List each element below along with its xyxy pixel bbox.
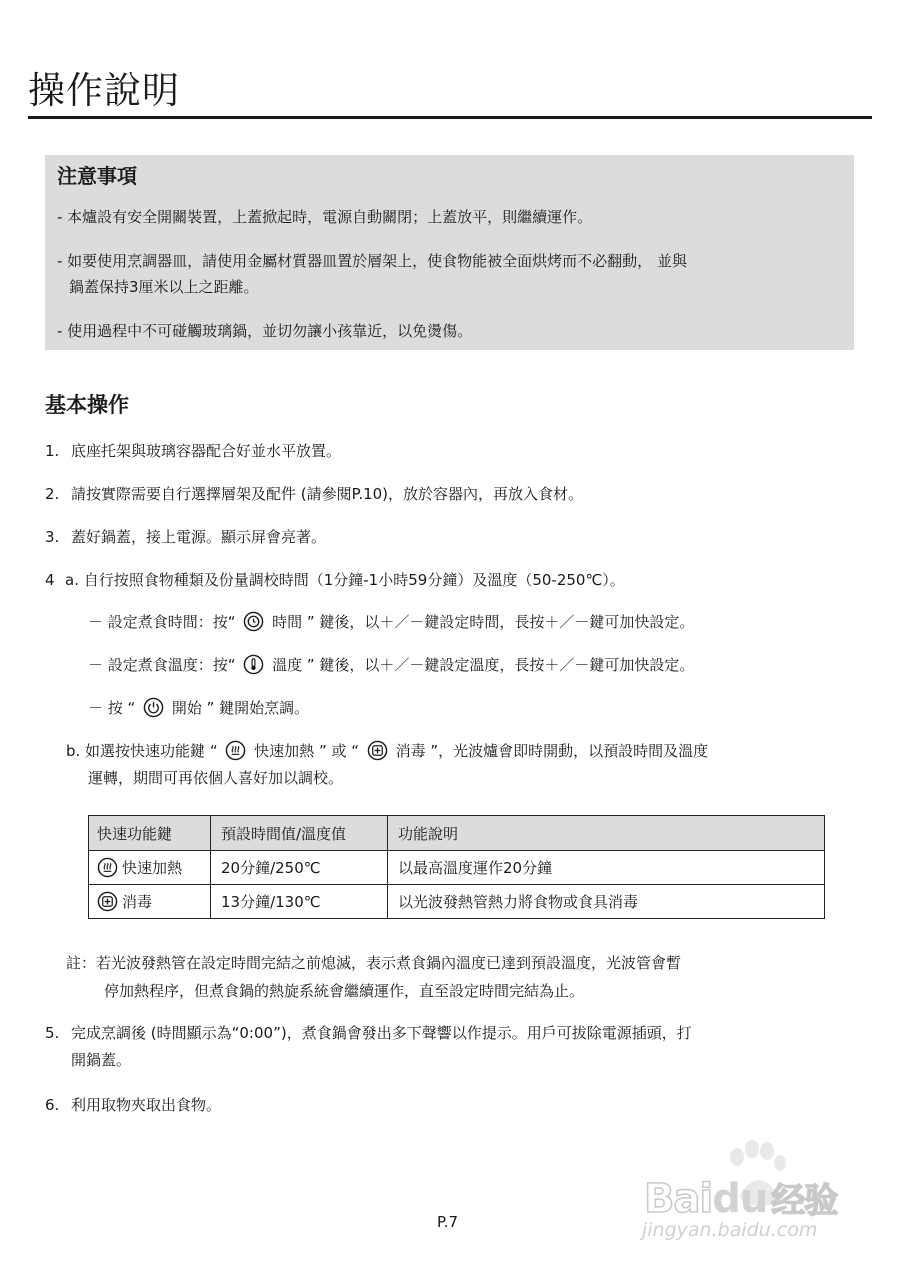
step-text: 消毒 ”，光波爐會即時開動，以預設時間及溫度	[395, 742, 709, 760]
note-line: 停加熱程序，但煮食鍋的熱旋系統會繼續運作，直至設定時間完結為止。	[104, 982, 585, 1000]
note-line: 註：若光波發熱管在設定時間完結之前熄滅，表示煮食鍋內溫度已達到預設溫度，光波管會暫	[66, 954, 682, 972]
notice-item: - 本爐設有安全開關裝置，上蓋掀起時，電源自動關閉；上蓋放平，則繼續運作。	[57, 208, 593, 226]
step-text: 蓋好鍋蓋，接上電源。顯示屏會亮著。	[71, 528, 327, 546]
page-title: 操作說明	[28, 69, 180, 112]
sub-step-prefix: － 按 “	[88, 699, 136, 717]
sub-step-temp	[88, 654, 694, 676]
table-cell: 以光波發熱管熱力將食物或食具消毒	[388, 885, 825, 919]
clock-icon	[243, 611, 264, 632]
notice-item: - 如要使用烹調器皿，請使用金屬材質器皿置於層架上，使食物能被全面烘烤而不必翻動， 並與	[57, 252, 687, 270]
step-number: 1.	[45, 442, 60, 460]
watermark-url: jingyan.baidu.com	[642, 1219, 818, 1241]
table-cell: 13分鐘/130℃	[211, 885, 388, 919]
step-text: 完成烹調後 (時間顯示為“0:00”)，煮食鍋會發出多下聲響以作提示。用戶可拔除電源插頭，打	[71, 1024, 692, 1042]
watermark-brand-b: du	[712, 1176, 768, 1222]
sub-step-prefix: － 設定煮食時間：按“	[88, 613, 236, 631]
step-number: 3.	[45, 528, 60, 546]
sub-step-text: 時間 ” 鍵後，以＋／－鍵設定時間，長按＋／－鍵可加快設定。	[272, 613, 695, 631]
table-header: 功能說明	[388, 816, 825, 851]
step-text: 快速加熱 ” 或 “	[254, 742, 360, 760]
step-number: 2.	[45, 485, 60, 503]
table-header: 快速功能鍵	[89, 816, 211, 851]
sterilize-icon	[97, 891, 118, 912]
notice-item: - 使用過程中不可碰觸玻璃鍋，並切勿讓小孩靠近，以免燙傷。	[57, 322, 473, 340]
baidu-watermark	[640, 1135, 865, 1245]
step-number: 4	[45, 571, 55, 589]
title-rule	[28, 116, 872, 119]
step-2	[45, 483, 583, 505]
table-cell	[89, 851, 211, 885]
table-header-row	[89, 816, 825, 851]
step-1	[45, 440, 341, 462]
sub-step-text: 開始 ” 鍵開始烹調。	[171, 699, 310, 717]
watermark-brand-c: 经验	[771, 1181, 838, 1221]
table-key-label: 快速加熱	[122, 858, 183, 877]
table-cell	[89, 885, 211, 919]
step-6	[45, 1094, 221, 1116]
steam-icon	[97, 857, 118, 878]
notice-item-cont: 鍋蓋保持3厘米以上之距離。	[69, 278, 259, 296]
step-text: 底座托架與玻璃容器配合好並水平放置。	[71, 442, 342, 460]
table-cell: 以最高溫度運作20分鐘	[388, 851, 825, 885]
step-number: 6.	[45, 1096, 60, 1114]
step-5-cont: 開鍋蓋。	[71, 1051, 132, 1069]
step-5	[45, 1022, 692, 1044]
table-row	[89, 851, 825, 885]
sub-step-text: 溫度 ” 鍵後，以＋／－鍵設定溫度，長按＋／－鍵可加快設定。	[272, 656, 695, 674]
sub-step-time	[88, 611, 694, 633]
step-3	[45, 526, 326, 548]
page-number: P.7	[437, 1213, 459, 1231]
step-4b-cont: 運轉，期間可再依個人喜好加以調校。	[88, 769, 344, 787]
step-number: 5.	[45, 1024, 60, 1042]
step-text: 請按實際需要自行選擇層架及配件 (請參閱P.10)，放於容器內，再放入食材。	[71, 485, 584, 503]
steam-icon	[225, 740, 246, 761]
watermark-brand	[644, 1173, 837, 1222]
step-4a	[45, 569, 625, 591]
step-text: 利用取物夾取出食物。	[71, 1096, 222, 1114]
table-key-label: 消毒	[122, 892, 153, 911]
step-text: b. 如選按快速功能鍵 “	[66, 742, 218, 760]
quick-function-table	[88, 815, 825, 919]
thermometer-icon	[243, 654, 264, 675]
sub-step-prefix: － 設定煮食溫度：按“	[88, 656, 236, 674]
watermark-brand-a: Bai	[644, 1176, 713, 1222]
power-icon	[143, 697, 164, 718]
table-cell: 20分鐘/250℃	[211, 851, 388, 885]
step-4b	[66, 740, 708, 762]
sterilize-icon	[367, 740, 388, 761]
step-text: a. 自行按照食物種類及份量調校時間（1分鐘-1小時59分鐘）及溫度（50-250℃）。	[65, 571, 625, 589]
section-title: 基本操作	[45, 393, 129, 417]
sub-step-start	[88, 697, 309, 719]
table-header: 預設時間值/溫度值	[211, 816, 388, 851]
notice-box	[45, 155, 854, 350]
table-row	[89, 885, 825, 919]
notice-title: 注意事項	[57, 164, 137, 188]
